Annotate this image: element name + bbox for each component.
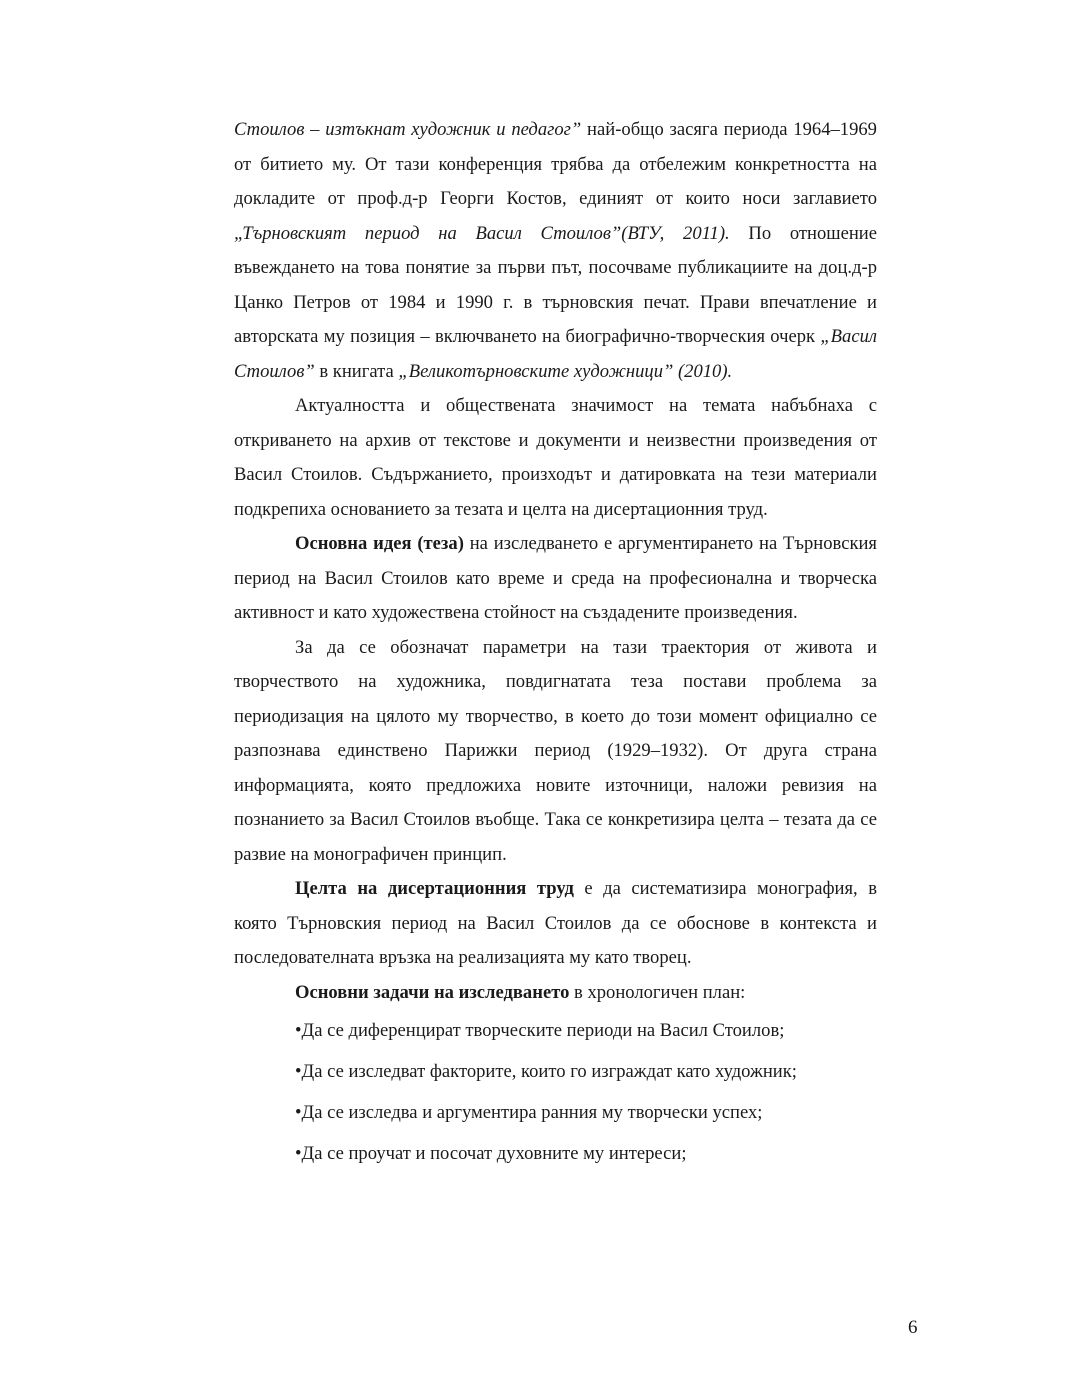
bullet-icon: •: [295, 1102, 302, 1123]
bullet-icon: •: [295, 1143, 302, 1164]
paragraph-relevance: Актуалността и обществената значимост на темата набъбнаха с откриването на архив от текстове и документи и неизвестни произведения от Васил Стоилов. Съдържанието, произходът и датировката на тези материали подкрепиха основанието за тезата и целта на дисертационния труд.: [234, 395, 877, 520]
italic-title-veliko-tarnovo-artists: „Великотърновските художници” (2010).: [398, 360, 733, 382]
paragraph-goal: Целта на дисертационния труд е да систематизира монография, в която Търновския период на Васил Стоилов да се обоснове в контекста и последователната връзка на реализацията му като творец.: [234, 878, 877, 968]
document-body: [234, 113, 877, 1174]
bullet-icon: •: [295, 1061, 302, 1082]
italic-title-conference: Стоилов – изтъкнат художник и педагог”: [234, 119, 582, 140]
bold-main-idea: Основна идея (теза): [295, 533, 464, 554]
page-number: 6: [908, 1317, 918, 1338]
list-item: •Да се изследват факторите, които го изграждат като художник;: [234, 1051, 877, 1092]
tasks-heading: Основни задачи на изследването в хронологичен план:: [295, 981, 746, 1003]
tasks-list: [234, 1010, 877, 1174]
paragraph-conference: Стоилов – изтъкнат художник и педагог” най-общо засяга периода 1964–1969 от битието му. От тази конференция трябва да отбележим конкретността на докладите от проф.д-р Георги Костов, единият от които носи заглавието „Търновският период на Васил Стоилов”(ВТУ, 2011). По отношение въвеждането на това понятие за първи път, посочваме публикациите на доц.д-р Цанко Петров от 1984 и 1990 г. в търновския печат. Прави впечатление и авторската му позиция – включването на биографично-творческия очерк „Васил Стоилов” в книгата „Великотърновските художници” (2010).: [234, 119, 878, 382]
italic-title-vasil-stoilov: „Васил Стоилов”: [234, 326, 877, 382]
list-item: •Да се изследва и аргументира ранния му творчески успех;: [234, 1092, 877, 1133]
bold-tasks: Основни задачи на изследването: [295, 981, 570, 1003]
bullet-icon: •: [295, 1020, 302, 1041]
paragraph-main-idea: Основна идея (теза) на изследването е аргументирането на Търновския период на Васил Стоилов като време и среда на професионална и творческа активност и като художествена стойност на създадените произведения.: [234, 533, 877, 623]
italic-title-tarnovo-period: „Търновският период на Васил Стоилов”(ВТУ, 2011).: [234, 222, 730, 244]
list-item: •Да се диференцират творческите периоди на Васил Стоилов;: [234, 1010, 877, 1051]
paragraph-periodization: За да се обозначат параметри на тази траектория от живота и творчеството на художника, повдигнатата теза постави проблема за периодизация на цялото му творчество, в което до този момент официално се разпознава единствено Парижки период (1929–1932). От друга страна информацията, която предложиха новите източници, наложи ревизия на познанието за Васил Стоилов въобще. Така се конкретизира целта – тезата да се развие на монографичен принцип.: [234, 636, 877, 865]
bold-goal: Целта на дисертационния труд: [295, 878, 574, 899]
list-item: •Да се проучат и посочат духовните му интереси;: [234, 1133, 877, 1174]
